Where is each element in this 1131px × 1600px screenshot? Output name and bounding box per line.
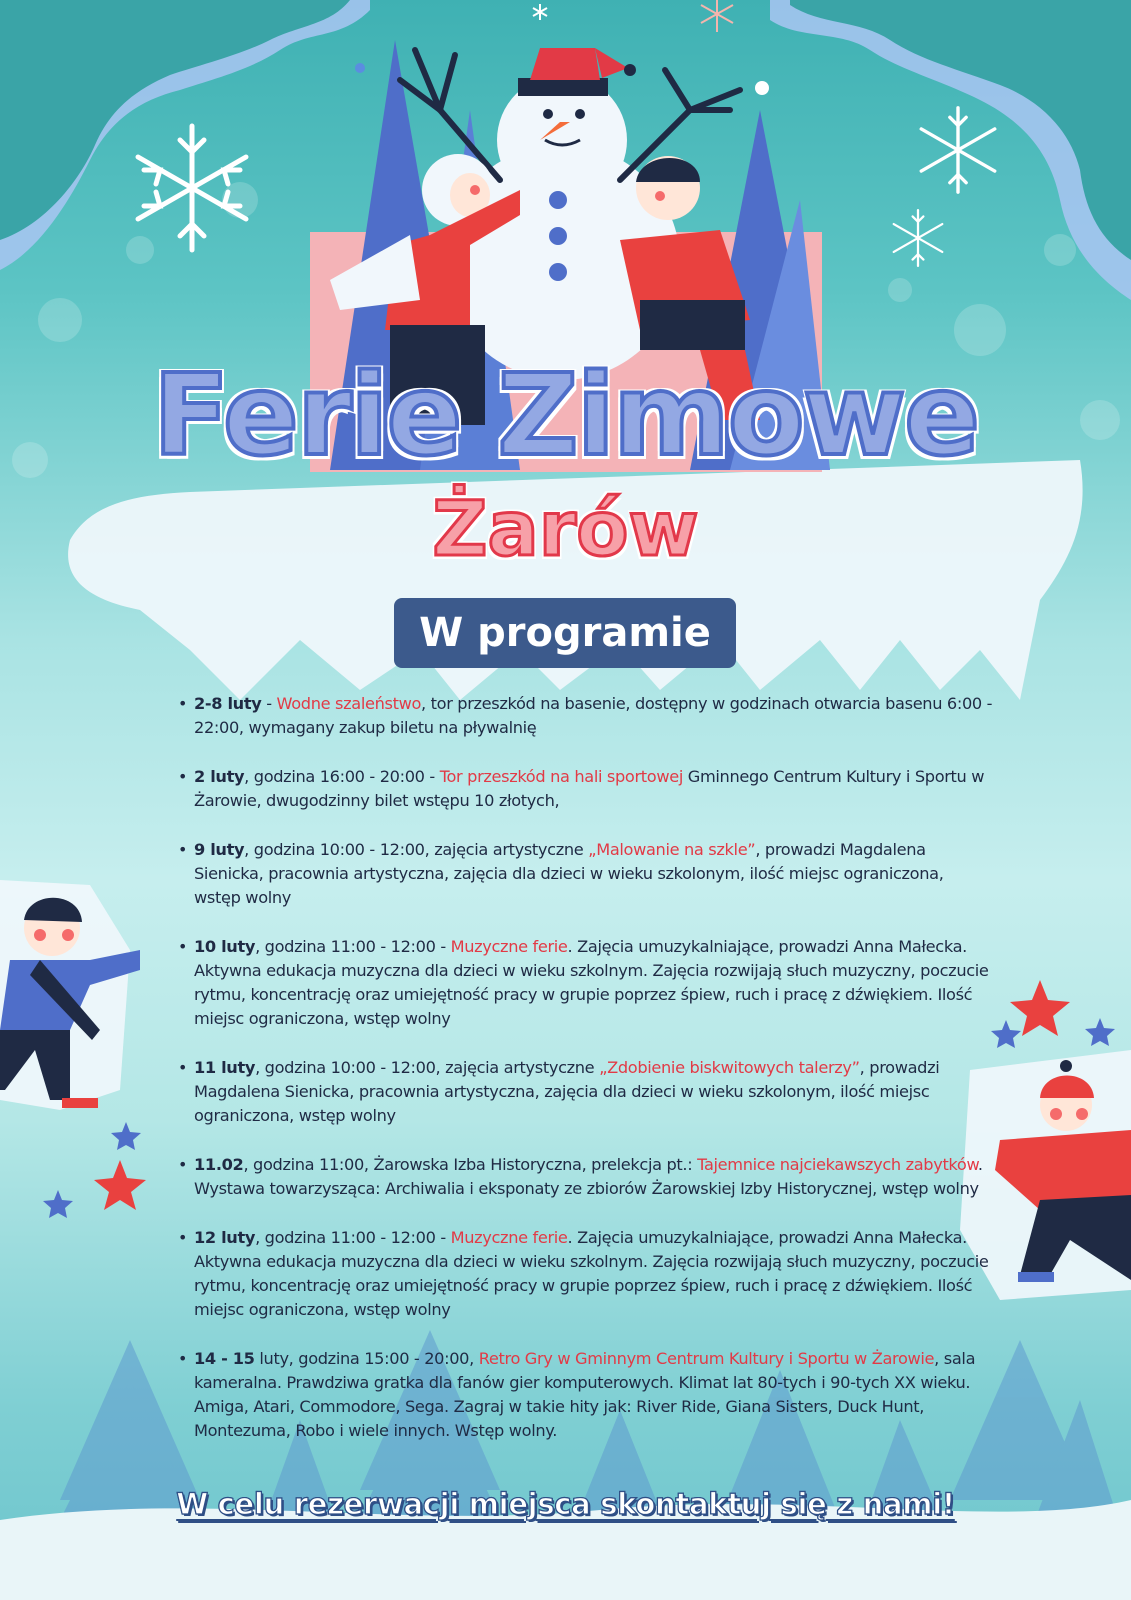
event-item: • 11 luty, godzina 10:00 - 12:00, zajęcia artystyczne „Zdobienie biskwitowych talerzy”, prowadzi Magdalena Sienicka, pracownia artystyczna, zajęcia dla dzieci w wieku szkolonym, ilość miejsc ograniczona, wstęp wolny (194, 1056, 994, 1128)
event-item: • 2 luty, godzina 16:00 - 20:00 - Tor przeszkód na hali sportowej Gminnego Centrum Kultury i Sportu w Żarowie, dwugodzinny bilet wstępu 10 złotych, (194, 765, 994, 813)
snow-angel-kid-left (0, 880, 140, 1110)
contact-cta: W celu rezerwacji miejsca skontaktuj się z nami! (176, 1487, 955, 1521)
event-item: • 14 - 15 luty, godzina 15:00 - 20:00, Retro Gry w Gminnym Centrum Kultury i Sportu w Żarowie, sala kameralna. Prawdziwa gratka dla fanów gier komputerowych. Klimat lat 80-tych i 90-tych XX wieku. Amiga, Atari, Commodore, Sega. Zagraj w takie hity jak: River Ride, Giana Sisters, Duck Hunt, Montezuma, Robo i wiele innych. Wstęp wolny. (194, 1347, 994, 1443)
stars-left (43, 1122, 146, 1218)
event-item: • 9 luty, godzina 10:00 - 12:00, zajęcia artystyczne „Malowanie na szkle”, prowadzi Magdalena Sienicka, pracownia artystyczna, zajęcia dla dzieci w wieku szkolonym, ilość miejsc ograniczona, wstęp wolny (194, 838, 994, 910)
small-snowflake-icon (701, 0, 733, 32)
event-item: • 10 luty, godzina 11:00 - 12:00 - Muzyczne ferie. Zajęcia umuzykalniające, prowadzi Anna Małecka. Aktywna edukacja muzyczna dla dzieci w wieku szkolnym. Zajęcia rozwijają słuch muzyczny, poczucie rytmu, koncentrację oraz umiejętność pracy w grupie poprzez śpiew, ruch i pracę z dźwiękiem. Ilość miejsc ograniczona, wstęp wolny (194, 935, 994, 1031)
events-list (176, 692, 994, 1468)
program-badge: W programie (394, 598, 736, 668)
stars-right (991, 980, 1115, 1048)
poster-title: Ferie Zimowe (152, 351, 979, 481)
event-item: • 2-8 luty - Wodne szaleństwo, tor przeszkód na basenie, dostępny w godzinach otwarcia basenu 6:00 - 22:00, wymagany zakup biletu na pływalnię (194, 692, 994, 740)
event-item: • 11.02, godzina 11:00, Żarowska Izba Historyczna, prelekcja pt.: Tajemnice najciekawszych zabytków. Wystawa towarzysząca: Archiwalia i eksponaty ze zbiorów Żarowskiej Izby Historycznej, wstęp wolny (194, 1153, 994, 1201)
location-subtitle: Żarów (432, 484, 699, 573)
event-item: • 12 luty, godzina 11:00 - 12:00 - Muzyczne ferie. Zajęcia umuzykalniające, prowadzi Anna Małecka. Aktywna edukacja muzyczna dla dzieci w wieku szkolnym. Zajęcia rozwijają słuch muzyczny, poczucie rytmu, koncentrację oraz umiejętność pracy w grupie poprzez śpiew, ruch i pracę z dźwiękiem. Ilość miejsc ograniczona, wstęp wolny (194, 1226, 994, 1322)
